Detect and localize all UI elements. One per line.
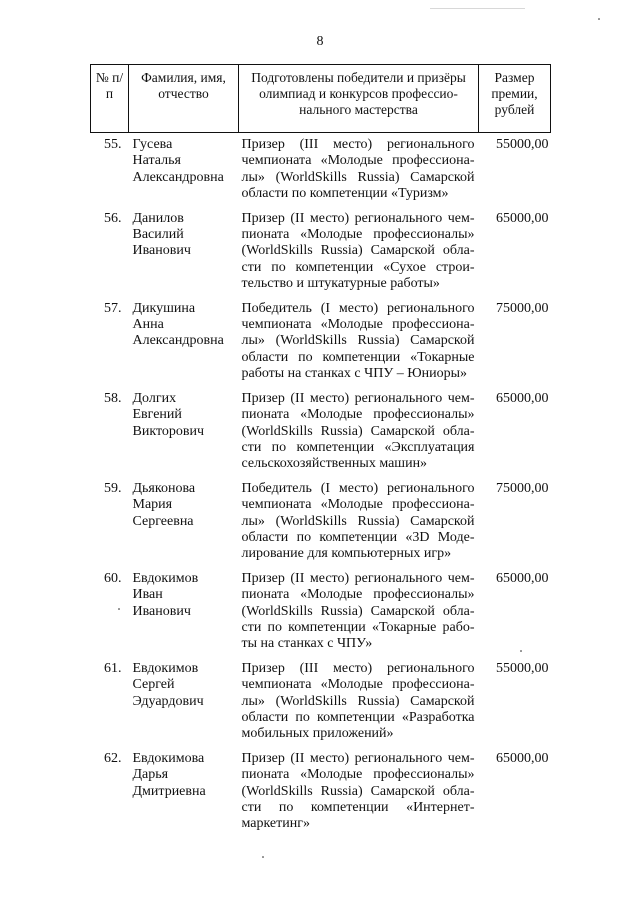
surname: Евдокимова bbox=[132, 750, 205, 766]
table-row bbox=[91, 301, 551, 391]
table-row bbox=[91, 133, 551, 211]
awards-table-container bbox=[90, 64, 550, 841]
awards-table bbox=[90, 64, 551, 841]
row-prize: 65000,00 bbox=[496, 750, 549, 766]
table-row bbox=[91, 481, 551, 571]
row-achievement: Победитель (I место) регионального чемпионата «Молодые профессиона-лы» (WorldSkills Russia) Самарской области по компетенции «Токарные работы на станках с ЧПУ – Юниоры» bbox=[241, 300, 475, 382]
row-name bbox=[129, 211, 239, 301]
patronymic: Иванович bbox=[132, 243, 191, 259]
table-row bbox=[91, 391, 551, 481]
scan-speck bbox=[262, 856, 264, 858]
row-achievement: Призер (III место) регионального чемпионата «Молодые профессиона-лы» (WorldSkills Russia) Самарской области по компетенции «Разработка мобильных приложений» bbox=[241, 660, 475, 742]
row-name bbox=[129, 301, 239, 391]
surname: Дикушина bbox=[132, 300, 196, 316]
surname: Долгих bbox=[132, 390, 177, 406]
row-number: 58. bbox=[104, 390, 122, 406]
row-name bbox=[129, 571, 239, 661]
patronymic: Дмитриевна bbox=[132, 783, 206, 799]
scan-speck bbox=[520, 650, 522, 652]
first-name: Наталья bbox=[132, 153, 181, 169]
row-prize: 65000,00 bbox=[496, 390, 549, 406]
surname: Евдокимов bbox=[132, 570, 199, 586]
patronymic: Эдуардович bbox=[132, 693, 204, 709]
table-row bbox=[91, 751, 551, 841]
row-prize: 75000,00 bbox=[496, 480, 549, 496]
row-name bbox=[129, 133, 239, 211]
table-row bbox=[91, 571, 551, 661]
first-name: Мария bbox=[132, 497, 173, 513]
row-prize: 65000,00 bbox=[496, 570, 549, 586]
scan-speck bbox=[598, 18, 600, 20]
page-number: 8 bbox=[316, 34, 324, 49]
row-achievement: Призер (II место) регионального чем-пионата «Молодые профессионалы» (WorldSkills Russia) Самарской обла-сти по компетенции «Интернет-маркетинг» bbox=[241, 750, 475, 832]
patronymic: Иванович bbox=[132, 603, 191, 619]
table-row bbox=[91, 661, 551, 751]
table-header bbox=[91, 65, 551, 133]
scan-edge-line bbox=[430, 8, 525, 9]
table-body bbox=[91, 133, 551, 841]
first-name: Евгений bbox=[132, 407, 182, 423]
row-achievement: Призер (II место) регионального чем-пионата «Молодые профессионалы» (WorldSkills Russia) Самарской обла-сти по компетенции «Эксплуатация сельскохозяйственных машин» bbox=[241, 390, 475, 472]
first-name: Василий bbox=[132, 227, 184, 243]
header-row bbox=[91, 65, 551, 133]
patronymic: Александровна bbox=[132, 333, 224, 349]
row-prize: 65000,00 bbox=[496, 210, 549, 226]
row-name bbox=[129, 751, 239, 841]
surname: Данилов bbox=[132, 210, 184, 226]
first-name: Дарья bbox=[132, 767, 169, 783]
row-prize: 55000,00 bbox=[496, 137, 549, 152]
patronymic: Викторович bbox=[132, 423, 205, 439]
row-prize: 55000,00 bbox=[496, 660, 549, 676]
header-prize: Размер премии, рублей bbox=[479, 65, 551, 133]
surname: Евдокимов bbox=[132, 660, 199, 676]
row-number: 62. bbox=[104, 750, 122, 766]
row-prize: 75000,00 bbox=[496, 300, 549, 316]
patronymic: Александровна bbox=[132, 169, 224, 185]
row-number: 56. bbox=[104, 210, 122, 226]
row-number: 61. bbox=[104, 660, 122, 676]
row-number: 57. bbox=[104, 300, 122, 316]
header-name: Фамилия, имя, отчество bbox=[129, 65, 239, 133]
row-achievement: Призер (II место) регионального чем-пионата «Молодые профессионалы» (WorldSkills Russia) Самарской обла-сти по компетенции «Токарные рабо-ты на станках с ЧПУ» bbox=[241, 570, 475, 652]
row-number: 55. bbox=[104, 137, 122, 152]
row-number: 59. bbox=[104, 480, 122, 496]
surname: Дьяконова bbox=[132, 480, 196, 496]
surname: Гусева bbox=[132, 137, 173, 152]
scan-speck bbox=[118, 608, 120, 610]
row-achievement: Призер (III место) регионального чемпионата «Молодые профессиона-лы» (WorldSkills Russia) Самарской области по компетенции «Туризм» bbox=[241, 137, 475, 202]
first-name: Сергей bbox=[132, 677, 175, 693]
row-name bbox=[129, 481, 239, 571]
row-number: 60. bbox=[104, 570, 122, 586]
row-name bbox=[129, 391, 239, 481]
table-row bbox=[91, 211, 551, 301]
patronymic: Сергеевна bbox=[132, 513, 194, 529]
first-name: Иван bbox=[132, 587, 163, 603]
header-desc: Подготовлены победители и призёры олимпиад и конкурсов профессио-нального мастерства bbox=[239, 65, 479, 133]
row-name bbox=[129, 661, 239, 751]
row-achievement: Победитель (I место) регионального чемпионата «Молодые профессиона-лы» (WorldSkills Russia) Самарской области по компетенции «3D Моде-лирование для компьютерных игр» bbox=[241, 480, 475, 562]
row-achievement: Призер (II место) регионального чем-пионата «Молодые профессионалы» (WorldSkills Russia) Самарской обла-сти по компетенции «Сухое строи-тельство и штукатурные работы» bbox=[241, 210, 475, 292]
header-num: № п/п bbox=[91, 65, 129, 133]
first-name: Анна bbox=[132, 317, 164, 333]
